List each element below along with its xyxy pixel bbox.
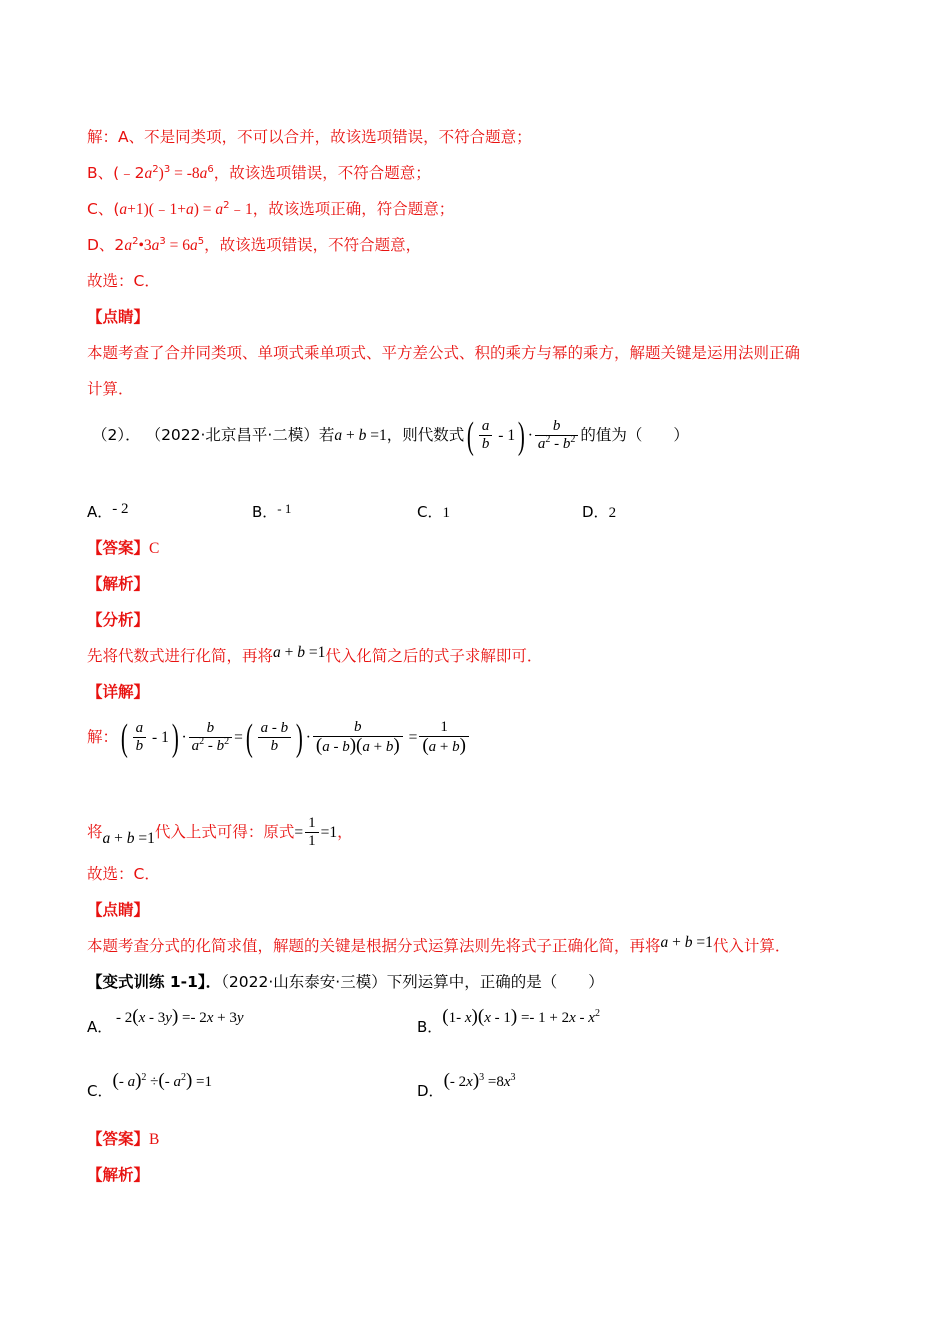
option-d[interactable] [582,502,616,523]
answer-label: 【答案】 [87,539,150,557]
variant-option-c-letter: C． [87,1082,113,1100]
option-b-value: - 1 [277,501,292,516]
dianjing-label-2: 【点睛】 [87,901,150,919]
fenxi-text: 先将代数式进行化简，再将a + b =1代入化简之后的式子求解即可． [87,644,543,665]
line-d-rest: ，故该选项错误，不符合题意， [204,236,422,254]
variant-option-b-letter: B． [417,1018,443,1036]
option-c-letter: C． [417,503,443,521]
fenxi-pre: 先将代数式进行化简，再将 [87,647,274,665]
condition-tail: ，则代数式 [386,426,465,444]
derivation-line: 解：( $\frac{a}{b}$ - 1) · $\frac{b}{a^2 - b^2}$ =( $\frac{a - b}{b}$ ) · $\frac{b}{(a - b)(a + b)}$ = $\frac{1}{(a + b)}$ [87,716,471,759]
dianjing-pre: 本题考查分式的化简求值，解题的关键是根据分式运算法则先将式子正确化简，再将 [87,937,661,955]
line-c-prefix: C、( [87,200,120,218]
solution-line-a: 解：A、不是同类项，不可以合并，故该选项错误，不符合题意； [87,128,532,146]
jie-label: 解： [87,728,119,746]
answer-value: C [149,540,160,557]
solution-line-d: D、$2a^2•3a^3 = 6a^5$，故该选项错误，不符合题意， [87,236,422,254]
option-c[interactable] [417,502,450,523]
line-d-prefix: D、2 [87,236,125,254]
question-ask: 的值为（ ） [580,426,689,444]
fenxi-label: 【分析】 [87,611,150,629]
question-2-choice: 故选：C． [87,865,160,883]
answer-line [87,538,159,559]
option-a[interactable] [87,502,129,523]
question-2-stem: （2）． （2022·北京昌平·二模）若a + b =1，则代数式( $\frac{a}{b}$ - 1) · $\frac{b}{a^2 - b^2}$ 的值为（ ） [92,414,689,457]
sub-mid: 代入上式可得：原式 [154,823,295,841]
variant-option-b[interactable]: B．(1- $x)(x - 1) =- 1 + 2x - x^2$ [417,1006,600,1036]
variant-answer-line [87,1129,159,1150]
variant-option-d[interactable]: D．(- $2x)^3 =8x^3$ [417,1070,516,1100]
variant-source: （2022·山东泰安·三模）下列运算中，正确的是（ ） [221,973,604,991]
variant-stem [87,972,604,992]
substitute-line: 将a + b =1代入上式可得：原式= $\frac{1}{1}$ =1， [87,815,353,849]
variant-option-c[interactable]: C．(- a)$^2$ ÷(- $a^2) =1$ [87,1070,212,1100]
dianjing-text-1: 本题考查了合并同类项、单项式乘单项式、平方差公式、积的乘方与幂的乘方，解题关键是运用法则正确 [87,344,801,362]
option-c-value: 1 [442,505,450,521]
option-b-letter: B． [252,503,278,521]
line-b-rest: ，故该选项错误，不符合题意； [213,164,431,182]
solution-choice: 故选：C． [87,272,160,290]
variant-jiexi-label: 【解析】 [87,1166,150,1184]
question-source: （2022·北京昌平·二模）若 [145,426,335,444]
variant-option-d-letter: D． [417,1082,444,1100]
solution-line-b: B、$(﹣2a^2)^3 = -8a^6$，故该选项错误，不符合题意； [87,164,431,182]
option-a-letter: A． [87,503,113,521]
expression: ( $\frac{a}{b}$ - 1) · $\frac{b}{a^2 - b^2}$ [464,426,580,444]
dianjing-label-1: 【点睛】 [87,308,150,326]
line-b-prefix: B、(﹣2 [87,164,145,182]
option-d-value: 2 [608,505,617,521]
option-d-letter: D． [582,503,609,521]
variant-answer-label: 【答案】 [87,1130,150,1148]
variant-answer-value: B [149,1131,160,1148]
variant-option-a[interactable]: A． - 2(x - 3y) =- 2x + 3y [87,1006,244,1036]
option-a-value: - 2 [112,501,129,517]
dianjing-text-2: 计算． [87,380,134,398]
dianjing-text-3: 本题考查分式的化简求值，解题的关键是根据分式运算法则先将式子正确化简，再将a + b =1代入计算． [87,934,791,955]
question-number: （2）． [92,426,141,444]
variant-label: 【变式训练 1-1】． [87,973,222,991]
line-c-rest: ，故该选项正确，符合题意； [252,200,455,218]
dianjing-post: 代入计算． [712,937,791,955]
fenxi-post: 代入化简之后的式子求解即可． [325,647,543,665]
solution-line-c: C、(a+1)(﹣1+a) = $a^2﹣1$，故该选项正确，符合题意； [87,200,455,218]
sub-pre: 将 [87,823,103,841]
xiangjie-label: 【详解】 [87,683,150,701]
variant-option-a-letter: A． [87,1018,113,1036]
option-b[interactable] [252,502,291,523]
jiexi-label: 【解析】 [87,575,150,593]
sub-end: ， [337,823,353,841]
